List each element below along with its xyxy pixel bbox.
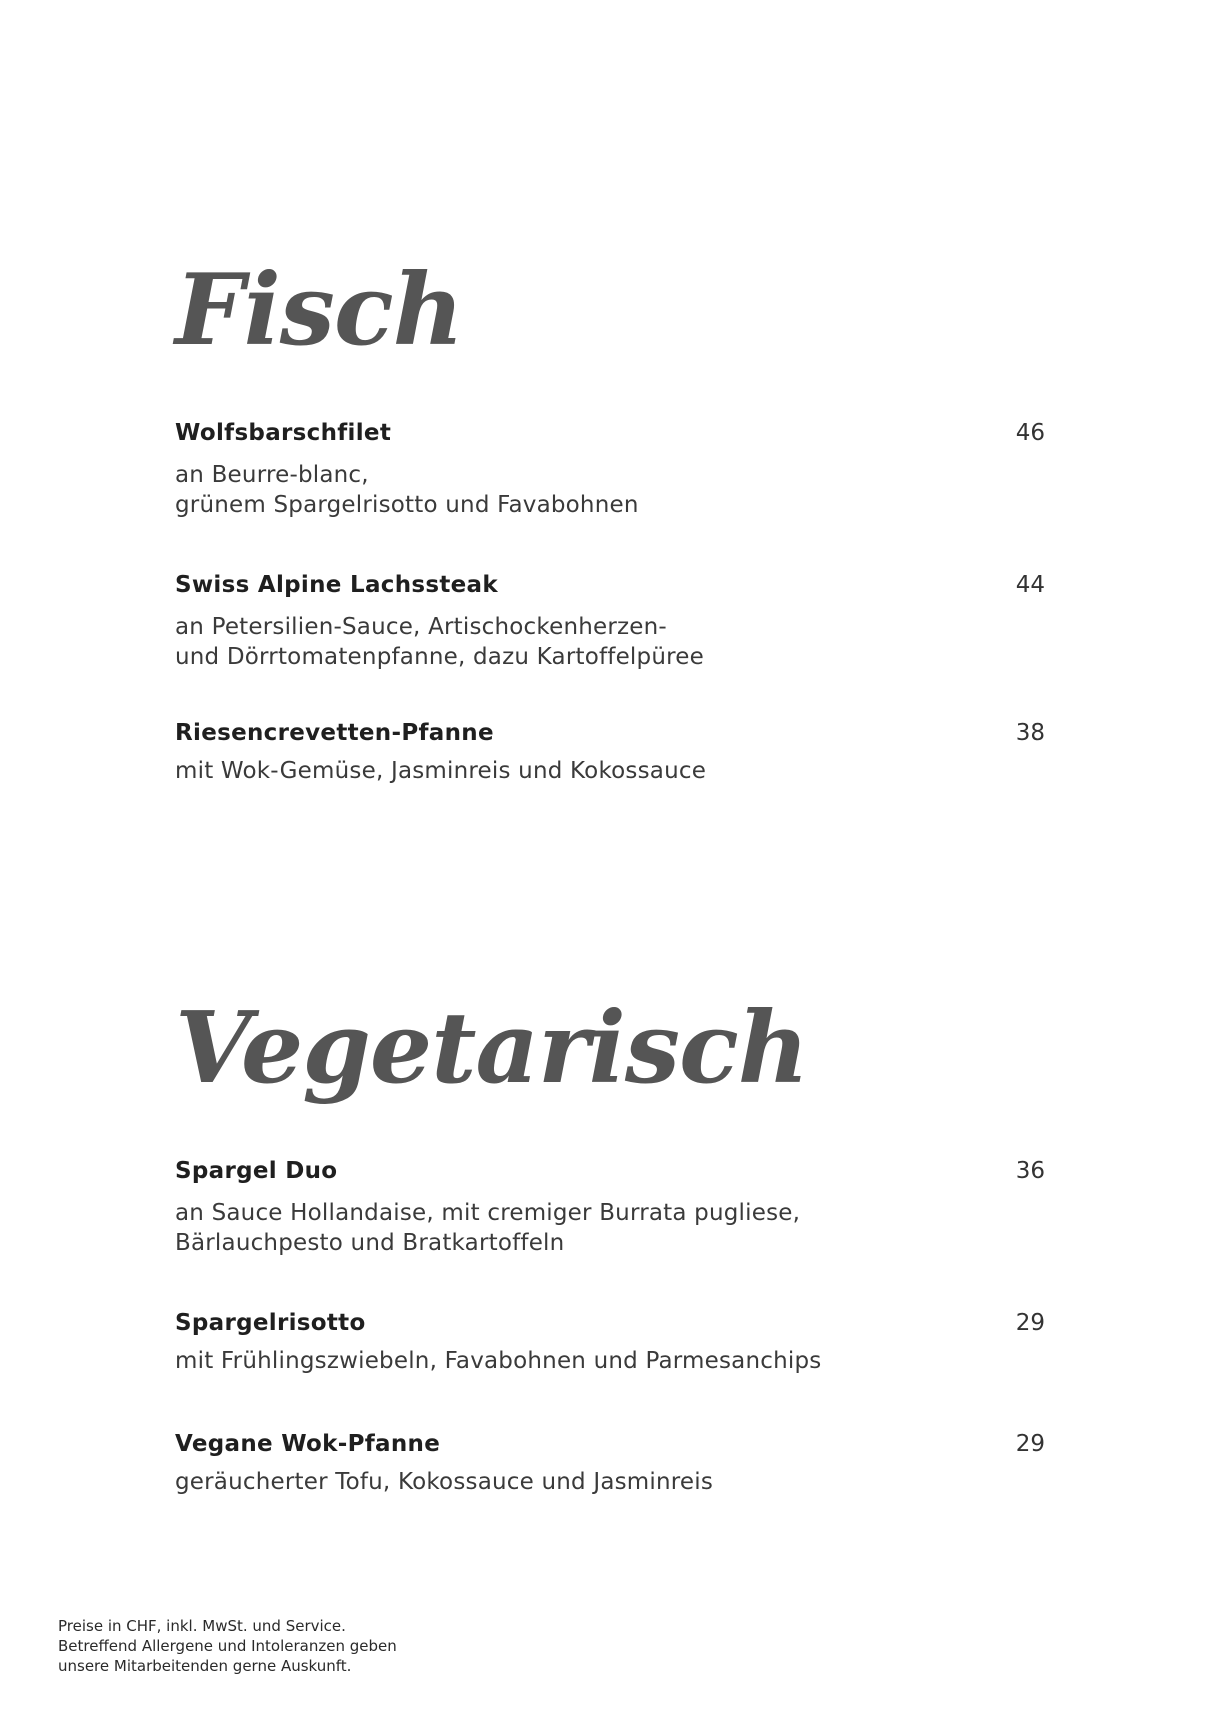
menu-item [175,1158,1045,1258]
item-description-line: und Dörrtomatenpfanne, dazu Kartoffelpüree [175,644,704,670]
item-price: 44 [1015,572,1045,598]
item-description-line: an Beurre-blanc, [175,462,369,488]
item-name: Wolfsbarschfilet [175,420,392,446]
section-fisch [175,253,1045,784]
item-price: 36 [1015,1158,1045,1184]
footer-line: unsere Mitarbeitenden gerne Auskunft. [58,1657,352,1675]
item-description [175,1346,1045,1376]
item-description-line: an Petersilien-Sauce, Artischockenherzen- [175,614,667,640]
item-description-line: mit Frühlingszwiebeln, Favabohnen und Parmesanchips [175,1348,822,1374]
item-name: Riesencrevetten-Pfanne [175,720,494,746]
item-description [175,756,1045,786]
section-title: Fisch [175,253,463,368]
item-name: Vegane Wok-Pfanne [175,1431,441,1457]
footer-line: Preise in CHF, inkl. MwSt. und Service. [58,1617,346,1635]
item-price: 46 [1015,420,1045,446]
item-name: Spargel Duo [175,1158,338,1184]
menu-item [175,1310,1045,1376]
item-description [175,1467,1045,1497]
item-description-line: mit Wok-Gemüse, Jasminreis und Kokossauce [175,758,707,784]
item-name: Swiss Alpine Lachssteak [175,572,498,598]
item-description-line: geräucherter Tofu, Kokossauce und Jasminreis [175,1469,714,1495]
item-price: 38 [1015,720,1045,746]
item-description [175,1198,1045,1258]
item-description [175,612,1045,672]
section-title: Vegetarisch [175,991,808,1106]
section-vegetarisch [175,991,1045,1495]
item-description [175,460,1045,520]
item-description-line: Bärlauchpesto und Bratkartoffeln [175,1230,565,1256]
footer-line: Betreffend Allergene und Intoleranzen geben [58,1637,397,1655]
item-price: 29 [1015,1431,1045,1457]
menu-item [175,572,1045,672]
item-description-line: an Sauce Hollandaise, mit cremiger Burrata pugliese, [175,1200,801,1226]
item-description-line: grünem Spargelrisotto und Favabohnen [175,492,639,518]
menu-item [175,420,1045,520]
menu-item [175,1431,1045,1497]
footer-note [58,1616,397,1676]
menu-item [175,720,1045,786]
item-price: 29 [1015,1310,1045,1336]
item-name: Spargelrisotto [175,1310,366,1336]
